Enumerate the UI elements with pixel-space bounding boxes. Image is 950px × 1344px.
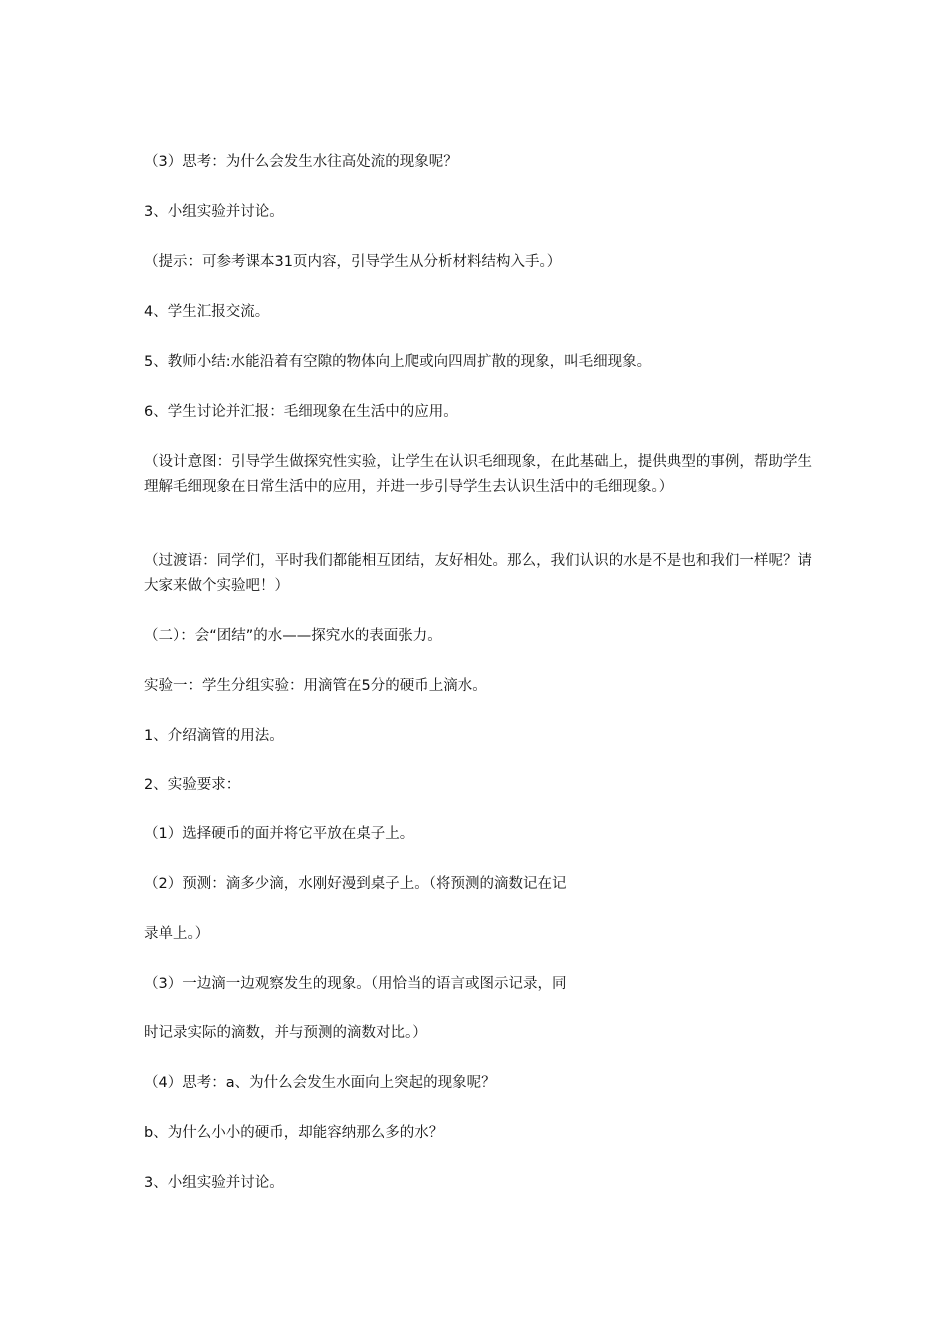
paragraph-design-intent: （设计意图：引导学生做探究性实验，让学生在认识毛细现象，在此基础上，提供典型的事例，帮助学生理解毛细现象在日常生活中的应用，并进一步引导学生去认识生活中的毛细现象。） bbox=[144, 454, 812, 495]
paragraph-item-1: 1、介绍滴管的用法。 bbox=[144, 728, 284, 744]
paragraph-step-6: 6、学生讨论并汇报：毛细现象在生活中的应用。 bbox=[144, 404, 458, 420]
paragraph-hint: （提示：可参考课本31页内容，引导学生从分析材料结构入手。） bbox=[144, 254, 562, 270]
paragraph-sub-2-cont: 录单上。） bbox=[144, 926, 210, 942]
paragraph-step-3: 3、小组实验并讨论。 bbox=[144, 204, 284, 220]
paragraph-transition: （过渡语：同学们，平时我们都能相互团结，友好相处。那么，我们认识的水是不是也和我们一样呢？请大家来做个实验吧！） bbox=[144, 553, 812, 594]
paragraph-sub-4: （4）思考：a、为什么会发生水面向上突起的现象呢？ bbox=[144, 1075, 496, 1091]
paragraph-sub-2: （2）预测：滴多少滴，水刚好漫到桌子上。（将预测的滴数记在记 bbox=[144, 876, 567, 892]
paragraph-sub-4-b: b、为什么小小的硬币，却能容纳那么多的水？ bbox=[144, 1125, 444, 1141]
paragraph-item-2: 2、实验要求： bbox=[144, 777, 241, 793]
section-heading-2: （二）：会“团结”的水——探究水的表面张力。 bbox=[144, 628, 442, 644]
paragraph-step-3-repeat: 3、小组实验并讨论。 bbox=[144, 1175, 284, 1191]
paragraph-experiment-1: 实验一：学生分组实验：用滴管在5分的硬币上滴水。 bbox=[144, 678, 487, 694]
paragraph-sub-3: （3）一边滴一边观察发生的现象。（用恰当的语言或图示记录，同 bbox=[144, 976, 567, 992]
paragraph-sub-1: （1）选择硬币的面并将它平放在桌子上。 bbox=[144, 826, 415, 842]
paragraph-sub-3-cont: 时记录实际的滴数，并与预测的滴数对比。） bbox=[144, 1025, 427, 1041]
paragraph-step-4: 4、学生汇报交流。 bbox=[144, 304, 270, 320]
paragraph-think-3: （3）思考：为什么会发生水往高处流的现象呢？ bbox=[144, 154, 458, 170]
paragraph-step-5: 5、教师小结:水能沿着有空隙的物体向上爬或向四周扩散的现象，叫毛细现象。 bbox=[144, 354, 652, 370]
